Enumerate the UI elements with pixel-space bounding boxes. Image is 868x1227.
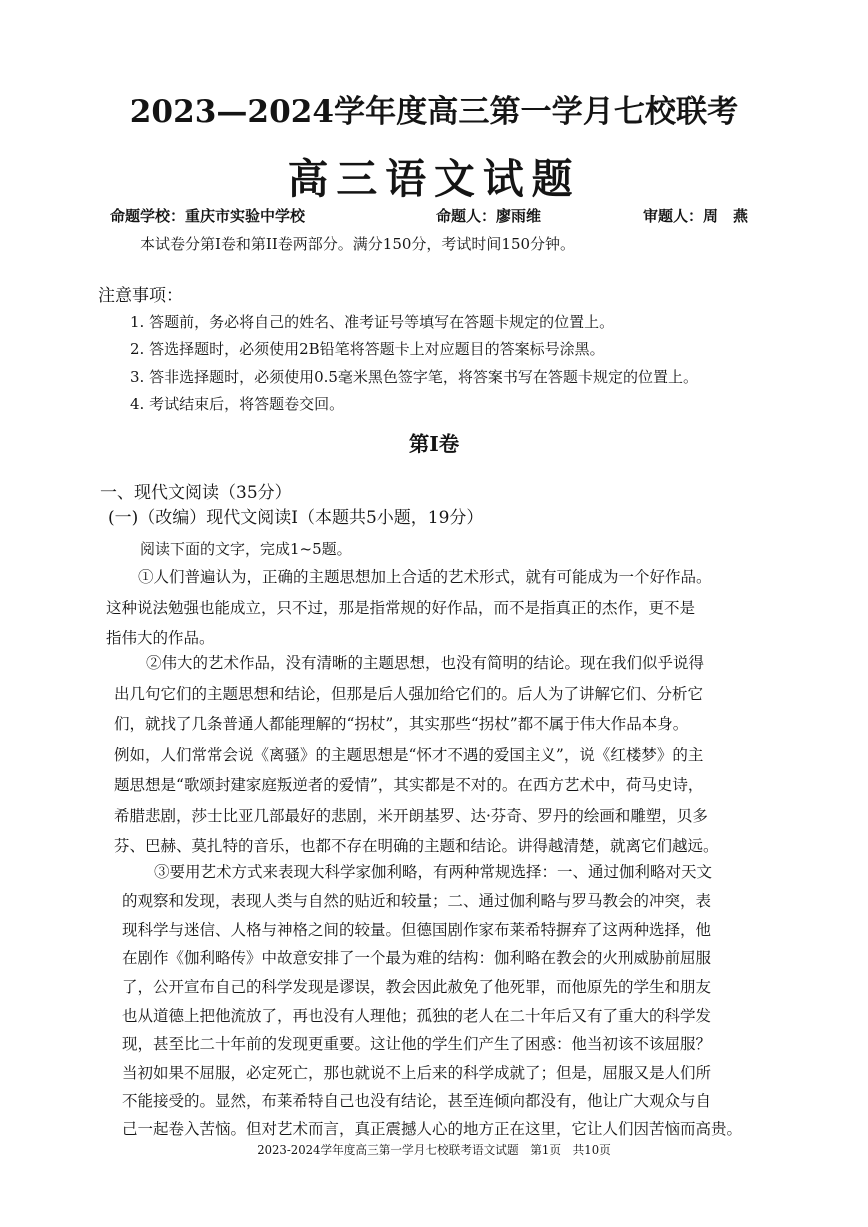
note-item: 3. 答非选择题时，必须使用0.5毫米黑色签字笔，将答案书写在答题卡规定的位置上。 (130, 368, 698, 386)
section-heading: 一、现代文阅读（35分） (100, 483, 292, 503)
page-footer: 2023-2024学年度高三第一学月七校联考语文试题 第1页 共10页 (257, 1143, 611, 1157)
passage-line: 题思想是“歌颂封建家庭叛逆者的爱情”，其实都是不对的。在西方艺术中，荷马史诗， (114, 776, 704, 794)
exam-title: 2023—2024学年度高三第一学月七校联考 (129, 94, 739, 130)
passage-line: 也从道德上把他流放了，再也没有人理他；孤独的老人在二十年后又有了重大的科学发 (122, 1007, 712, 1025)
passage-line: 在剧作《伽利略传》中故意安排了一个最为难的结构：伽利略在教会的火刑威胁前屈服 (122, 949, 712, 967)
question-reviewer: 审题人：周 燕 (643, 207, 749, 225)
notes-title: 注意事项： (98, 286, 183, 306)
passage-line: 出几句它们的主题思想和结论，但那是后人强加给它们的。后人为了讲解它们、分析它 (114, 685, 704, 703)
setting-school: 命题学校：重庆市实验中学校 (110, 207, 306, 225)
passage-line: 例如，人们常常会说《离骚》的主题思想是“怀才不遇的爱国主义”，说《红楼梦》的主 (114, 746, 704, 764)
passage-line: 希腊悲剧，莎士比亚几部最好的悲剧，米开朗基罗、达·芬奇、罗丹的绘画和雕塑，贝多 (114, 807, 708, 825)
question-setter: 命题人：廖雨维 (436, 207, 542, 225)
passage-line: 芬、巴赫、莫扎特的音乐，也都不存在明确的主题和结论。讲得越清楚，就离它们越远。 (114, 837, 719, 855)
passage-line: 现科学与迷信、人格与神格之间的较量。但德国剧作家布莱希特摒弃了这两种选择，他 (122, 921, 712, 939)
passage-line: 了，公开宣布自己的科学发现是谬误，教会因此赦免了他死罪，而他原先的学生和朋友 (122, 978, 712, 996)
reading-instruction: 阅读下面的文字，完成1~5题。 (140, 540, 352, 558)
passage-line: 们，就找了几条普通人都能理解的“拐杖”，其实那些“拐杖”都不属于伟大作品本身。 (114, 715, 689, 733)
passage-line: 指伟大的作品。 (106, 629, 215, 647)
exam-subtitle: 高三语文试题 (287, 155, 581, 203)
exam-intro: 本试卷分第I卷和第II卷两部分。满分150分，考试时间150分钟。 (140, 235, 576, 253)
passage-line: ②伟大的艺术作品，没有清晰的主题思想，也没有简明的结论。现在我们似乎说得 (146, 654, 705, 672)
note-item: 1. 答题前，务必将自己的姓名、准考证号等填写在答题卡规定的位置上。 (130, 313, 615, 331)
volume-title: 第I卷 (408, 432, 460, 456)
passage-line: 的观察和发现，表现人类与自然的贴近和较量；二、通过伽利略与罗马教会的冲突，表 (122, 892, 712, 910)
passage-line: 当初如果不屈服，必定死亡，那也就说不上后来的科学成就了；但是，屈服又是人们所 (122, 1064, 712, 1082)
note-item: 2. 答选择题时，必须使用2B铅笔将答题卡上对应题目的答案标号涂黑。 (130, 340, 605, 358)
subsection-heading: (一)（改编）现代文阅读I（本题共5小题，19分） (108, 508, 484, 528)
passage-line: 这种说法勉强也能成立，只不过，那是指常规的好作品，而不是指真正的杰作，更不是 (106, 599, 696, 617)
passage-line: 己一起卷入苦恼。但对艺术而言，真正震撼人心的地方正在这里，它让人们因苦恼而高贵。 (122, 1120, 743, 1138)
passage-line: ③要用艺术方式来表现大科学家伽利略，有两种常规选择：一、通过伽利略对天文 (154, 863, 713, 881)
passage-line: ①人们普遍认为，正确的主题思想加上合适的艺术形式，就有可能成为一个好作品。 (138, 568, 712, 586)
passage-line: 不能接受的。显然，布莱希特自己也没有结论，甚至连倾向都没有，他让广大观众与自 (122, 1092, 712, 1110)
note-item: 4. 考试结束后，将答题卷交回。 (130, 395, 345, 413)
passage-line: 现，甚至比二十年前的发现更重要。这让他的学生们产生了困惑：他当初该不该屈服？ (122, 1035, 712, 1053)
